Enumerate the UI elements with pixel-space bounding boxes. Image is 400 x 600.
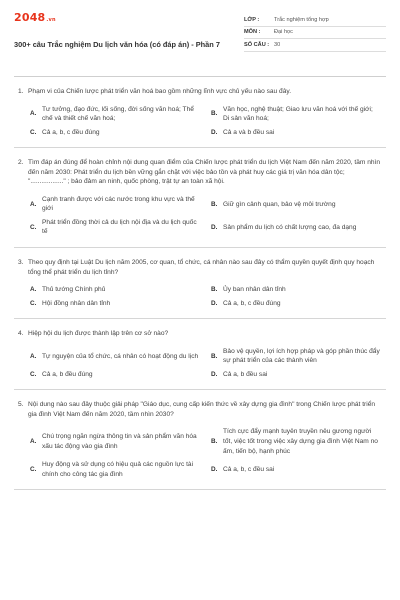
answer-option[interactable] (211, 347, 386, 366)
meta-value: 30 (274, 41, 281, 48)
answer-letter: A. (30, 200, 37, 208)
meta-value: Đại học (274, 29, 293, 36)
answer-option[interactable] (211, 370, 386, 380)
answer-letter: B. (211, 110, 218, 118)
meta-label: SỐ CÂU : (244, 41, 270, 48)
question-head (14, 87, 386, 97)
answer-text: Sản phẩm du lịch có chất lượng cao, đa dạng (223, 223, 357, 231)
answer-grid (14, 195, 386, 237)
question-item (14, 148, 386, 248)
meta-label: LỚP : (244, 16, 260, 23)
answer-text: Cả a, b, c đều đúng (223, 299, 281, 307)
answer-text: Cả a, b đều đúng (42, 370, 93, 378)
brand-block (14, 10, 220, 51)
answer-text: Cả a và b đều sai (223, 128, 275, 136)
logo-tld: .vn (46, 17, 56, 23)
question-number: 5. (18, 401, 24, 409)
answer-letter: A. (30, 438, 37, 446)
answer-option[interactable] (211, 218, 386, 237)
answer-letter: D. (211, 299, 218, 307)
answer-letter: B. (211, 200, 218, 208)
answer-option[interactable] (30, 128, 205, 138)
answer-grid (14, 285, 386, 308)
logo-text: 2048 (14, 11, 46, 24)
answer-option[interactable] (30, 427, 205, 456)
answer-option[interactable] (30, 218, 205, 237)
answer-option[interactable] (30, 370, 205, 380)
answer-text: Phát triển đồng thời cả du lịch nội địa và du lịch quốc tế (42, 218, 197, 236)
answer-option[interactable] (211, 105, 386, 124)
answer-grid (14, 347, 386, 380)
answer-option[interactable] (211, 195, 386, 214)
question-text: Tìm đáp án đúng để hoàn chỉnh nội dung quan điểm của Chiến lược phát triển du lịch Việt Nam đến năm 2020, tầm nhìn đến năm 2030: Phát triển du lịch bền vững gắn chặt với việc bảo tồn và phát huy các giá trị văn hóa dân tộc; ".................." ; bảo đảm an ninh, quốc phòng, trật tự an toàn xã hội. (28, 159, 381, 186)
answer-grid (14, 427, 386, 479)
answer-letter: A. (30, 110, 37, 118)
answer-letter: A. (30, 286, 37, 294)
meta-row-count (244, 39, 386, 52)
answer-option[interactable] (30, 105, 205, 124)
question-item (14, 248, 386, 319)
answer-option[interactable] (211, 427, 386, 456)
answer-option[interactable] (211, 285, 386, 295)
answer-letter: C. (30, 370, 37, 378)
answer-option[interactable] (30, 299, 205, 309)
answer-letter: B. (211, 438, 218, 446)
question-number: 4. (18, 330, 24, 338)
meta-label: MÔN : (244, 29, 261, 36)
answer-letter: C. (30, 223, 37, 231)
document-title: 300+ câu Trắc nghiệm Du lịch văn hóa (có đáp án) - Phần 7 (14, 39, 220, 49)
answer-option[interactable] (30, 347, 205, 366)
meta-value: Trắc nghiệm tổng hợp (274, 16, 329, 23)
question-item (14, 390, 386, 490)
answer-letter: B. (211, 352, 218, 360)
question-head (14, 400, 386, 419)
answer-text: Tích cực đẩy mạnh tuyên truyền nêu gương người tốt, việc tốt trong việc xây dựng gia đình Việt Nam no ấm, tiến bộ, hạnh phúc (223, 428, 378, 455)
meta-table (244, 14, 386, 52)
answer-text: Cả a, b, c đều sai (223, 465, 275, 473)
answer-text: Bảo vệ quyền, lợi ích hợp pháp và góp phần thúc đẩy sự phát triển của các thành viên (223, 347, 380, 365)
question-number: 1. (18, 88, 24, 95)
answer-text: Giữ gìn cảnh quan, bảo vệ môi trường (223, 200, 336, 208)
meta-row-class (244, 14, 386, 27)
question-head (14, 258, 386, 277)
meta-row-subject (244, 27, 386, 40)
question-item (14, 319, 386, 390)
answer-option[interactable] (30, 195, 205, 214)
answer-option[interactable] (211, 299, 386, 309)
question-text: Phạm vi của Chiến lược phát triển văn hoá bao gồm những lĩnh vực chủ yếu nào sau đây. (28, 88, 292, 95)
question-text: Hiệp hội du lịch được thành lập trên cơ sở nào? (28, 330, 169, 338)
question-text: Theo quy định tại Luật Du lịch năm 2005, cơ quan, tổ chức, cá nhân nào sau đây có thẩm quyền quyết định quy hoạch tổng thể phát triển du lịch tỉnh? (28, 259, 375, 276)
answer-text: Thủ tướng Chính phủ (42, 286, 106, 294)
answer-text: Cả a, b, c đều đúng (42, 128, 100, 136)
answer-letter: A. (30, 352, 37, 360)
question-number: 3. (18, 259, 24, 267)
question-text: Nội dung nào sau đây thuộc giải pháp "Giáo dục, cung cấp kiến thức về xây dựng gia đình" trong Chiến lược phát triển gia đình Việt Nam đến năm 2020, tầm nhìn 2030? (28, 401, 376, 418)
answer-letter: D. (211, 370, 218, 378)
question-head (14, 329, 386, 339)
answer-text: Tư tưởng, đạo đức, lối sống, đời sống văn hoá; Thể chế và thiết chế văn hoá; (42, 105, 194, 123)
answer-letter: C. (30, 128, 37, 136)
answer-letter: D. (211, 466, 218, 474)
question-item (14, 77, 386, 148)
answer-letter: D. (211, 128, 218, 136)
answer-letter: B. (211, 286, 218, 294)
question-number: 2. (18, 159, 24, 167)
answer-grid (14, 105, 386, 138)
answer-option[interactable] (211, 128, 386, 138)
answer-letter: C. (30, 299, 37, 307)
answer-letter: D. (211, 223, 218, 231)
answer-text: Cạnh tranh được với các nước trong khu vực và thế giới (42, 195, 195, 213)
answer-text: Cả a, b đều sai (223, 370, 268, 378)
answer-option[interactable] (211, 460, 386, 479)
answer-letter: C. (30, 466, 37, 474)
answer-text: Huy động và sử dụng có hiệu quả các nguồn lực tài chính cho công tác gia đình (42, 461, 194, 478)
answer-text: Tự nguyện của tổ chức, cá nhân có hoạt động du lịch (42, 352, 199, 360)
question-head (14, 158, 386, 187)
answer-text: Chú trọng ngăn ngừa thông tin và sản phẩm văn hóa xấu tác động vào gia đình (42, 433, 197, 450)
answer-option[interactable] (30, 460, 205, 479)
site-logo[interactable] (14, 10, 220, 26)
answer-text: Hội đồng nhân dân tỉnh (42, 299, 111, 307)
answer-option[interactable] (30, 285, 205, 295)
document-header (14, 10, 386, 66)
answer-text: Văn học, nghệ thuật; Giao lưu văn hoá với thế giới; Di sản văn hoá; (223, 105, 373, 123)
answer-text: Ủy ban nhân dân tỉnh (223, 286, 286, 294)
